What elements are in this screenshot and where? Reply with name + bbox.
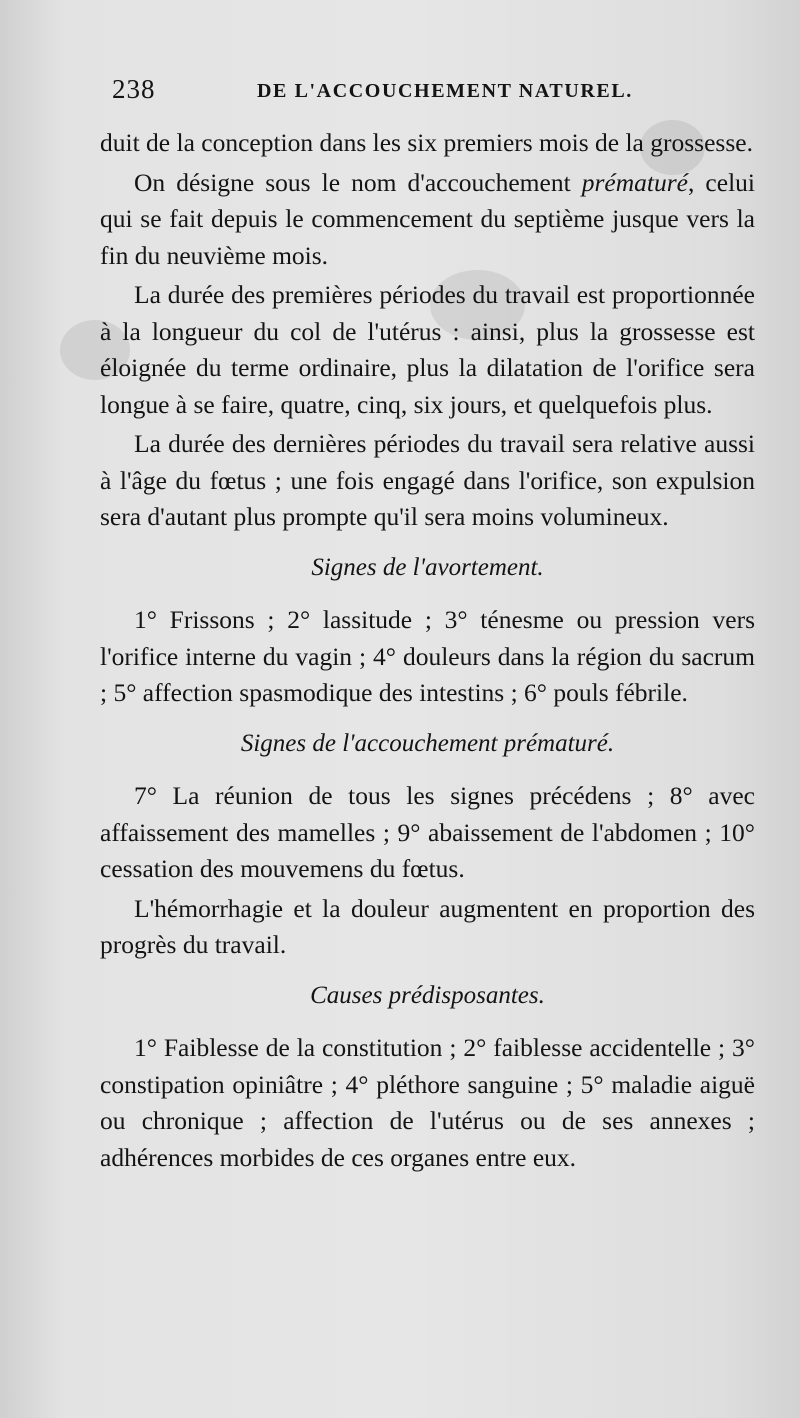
paragraph-abortion-signs: 1° Frissons ; 2° lassitude ; 3° ténesme ou pression vers l'orifice interne du vagin ; 4° douleurs dans la région du sacrum ; 5° affection spasmodique des intestins ; 6° pouls fébrile.: [100, 605, 755, 707]
paragraph-predisposing-causes: 1° Faiblesse de la constitution ; 2° faiblesse accidentelle ; 3° constipation opiniâtre ; 4° pléthore sanguine ; 5° maladie aiguë ou chronique ; affection de l'utérus ou de ses annexes ; adhérences morbides de ces organes entre eux.: [100, 1033, 755, 1172]
paragraph-hemorrhage: L'hémorrhagie et la douleur augmentent en proportion des progrès du travail.: [100, 893, 755, 959]
section-title-predisposing-causes: Causes prédisposantes.: [310, 981, 545, 1009]
paragraph-continuation: duit de la conception dans les six premiers mois de la grossesse.: [100, 128, 753, 157]
paragraph-premature-definition: [100, 165, 755, 275]
page-number: 238: [112, 74, 156, 104]
section-title-premature-signs: Signes de l'accouchement prématuré.: [240, 729, 615, 757]
paragraph-labour-duration: La durée des premières périodes du travail est proportionnée à la longueur du col de l'utérus : ainsi, plus la grossesse est éloignée du terme ordinaire, plus la dilatation de l'orifice sera longue à se faire, quatre, cinq, six jours, et quelquefois plus.: [100, 280, 755, 419]
paragraph-text: , celui qui se fait depuis le commencement du septième jusque vers la fin du neuvième mois.: [100, 167, 755, 270]
page-header: [112, 74, 752, 114]
emphasis-premature: prématuré: [581, 167, 688, 197]
paragraph-premature-signs: 7° La réunion de tous les signes précédens ; 8° avec affaissement des mamelles ; 9° abaissement de l'abdomen ; 10° cessation des mouvemens du fœtus.: [100, 781, 755, 883]
paragraph-text: On désigne sous le nom d'accouchement: [134, 167, 582, 197]
paragraph-last-periods: La durée des dernières périodes du travail sera relative aussi à l'âge du fœtus ; une fois engagé dans l'orifice, son expulsion sera d'autant plus prompte qu'il sera moins volumineux.: [100, 429, 755, 531]
section-title-abortion-signs: Signes de l'avortement.: [311, 553, 544, 581]
page-text: [100, 125, 755, 1176]
running-title: DE L'ACCOUCHEMENT NATUREL.: [257, 80, 633, 102]
